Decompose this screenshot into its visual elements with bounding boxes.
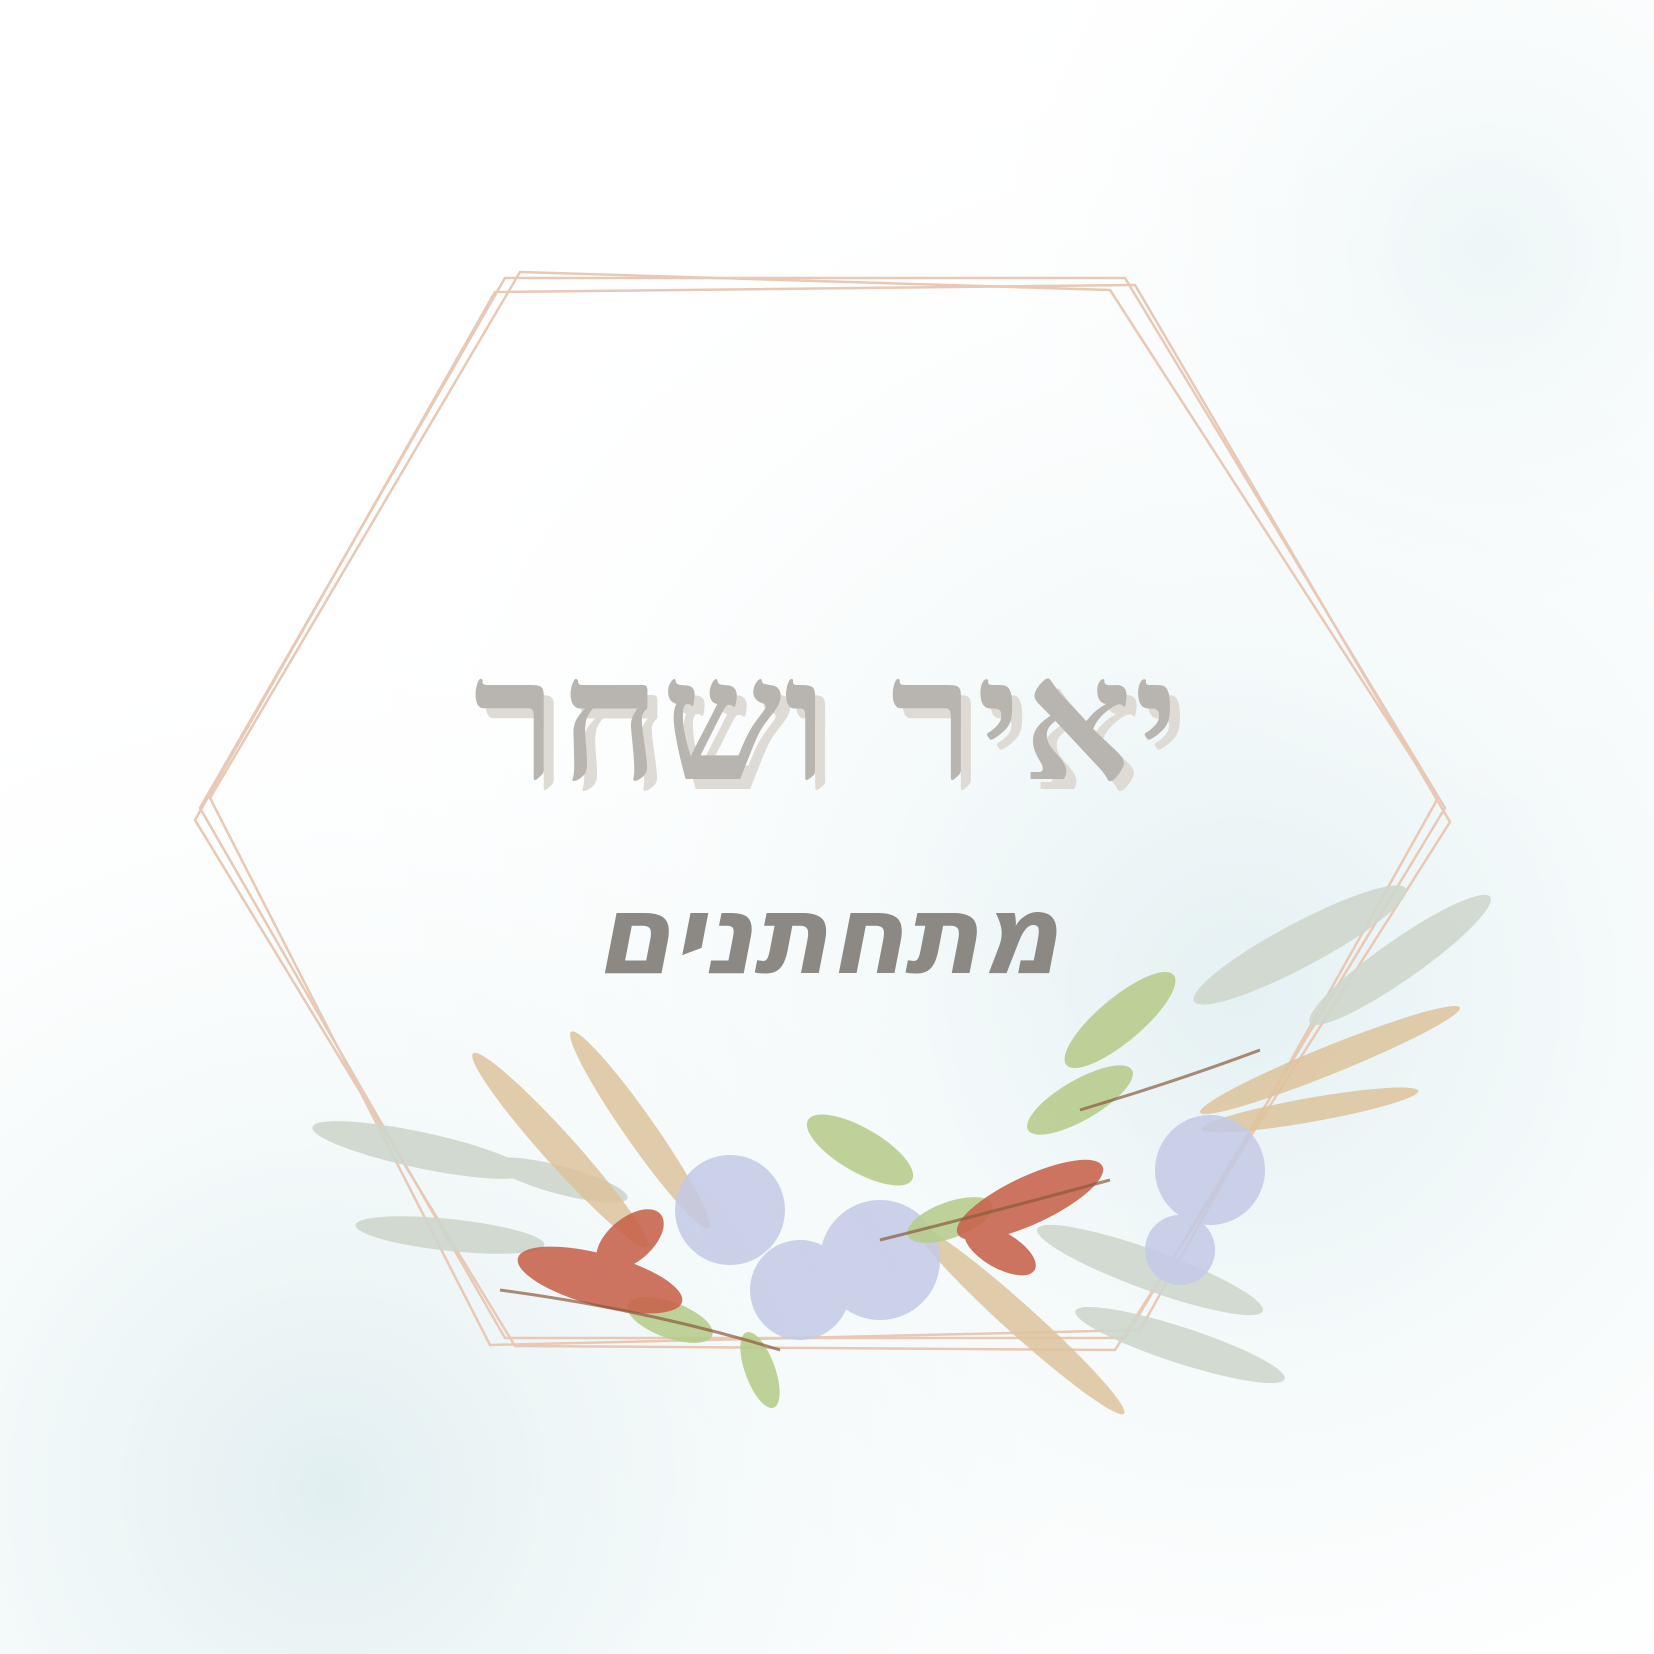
couple-names: יאיר ושחר xyxy=(473,620,1181,820)
getting-married-text: מתחתנים xyxy=(594,871,1060,999)
